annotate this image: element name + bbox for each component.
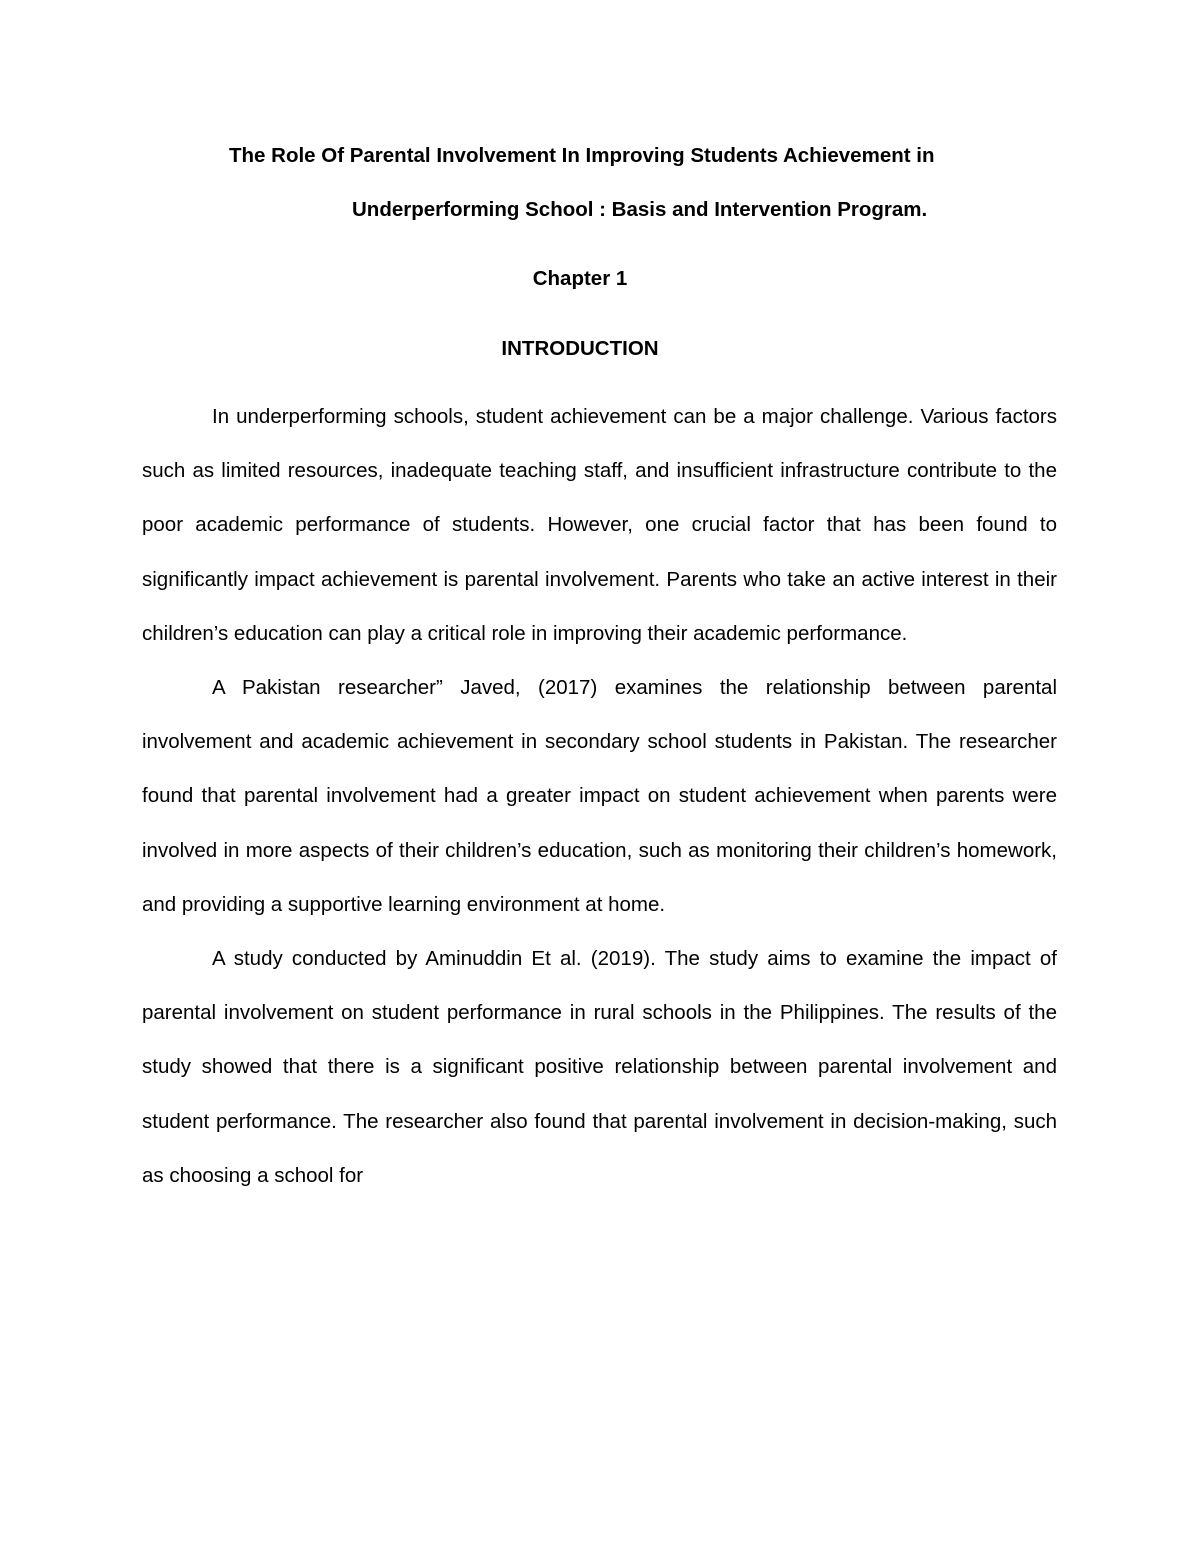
document-title-line-2: Underperforming School : Basis and Intervention Program.: [352, 198, 928, 221]
document-title-line-1: The Role Of Parental Involvement In Improving Students Achievement in: [229, 144, 935, 167]
chapter-heading: Chapter 1: [532, 267, 628, 290]
section-heading: INTRODUCTION: [501, 337, 659, 360]
document-body: [142, 390, 1057, 1203]
paragraph-2: A Pakistan researcher” Javed, (2017) examines the relationship between parental involvement and academic achievement in secondary school students in Pakistan. The researcher found that parental involvement had a greater impact on student achievement when parents were involved in more aspects of their children’s education, such as monitoring their children’s homework, and providing a supportive learning environment at home.: [142, 676, 1057, 916]
paragraph-3: A study conducted by Aminuddin Et al. (2019). The study aims to examine the impact of parental involvement on student performance in rural schools in the Philippines. The results of the study showed that there is a significant positive relationship between parental involvement and student performance. The researcher also found that parental involvement in decision-making, such as choosing a school for: [142, 947, 1057, 1187]
paragraph-1: In underperforming schools, student achievement can be a major challenge. Various factors such as limited resources, inadequate teaching staff, and insufficient infrastructure contribute to the poor academic performance of students. However, one crucial factor that has been found to significantly impact achievement is parental involvement. Parents who take an active interest in their children’s education can play a critical role in improving their academic performance.: [142, 405, 1057, 645]
